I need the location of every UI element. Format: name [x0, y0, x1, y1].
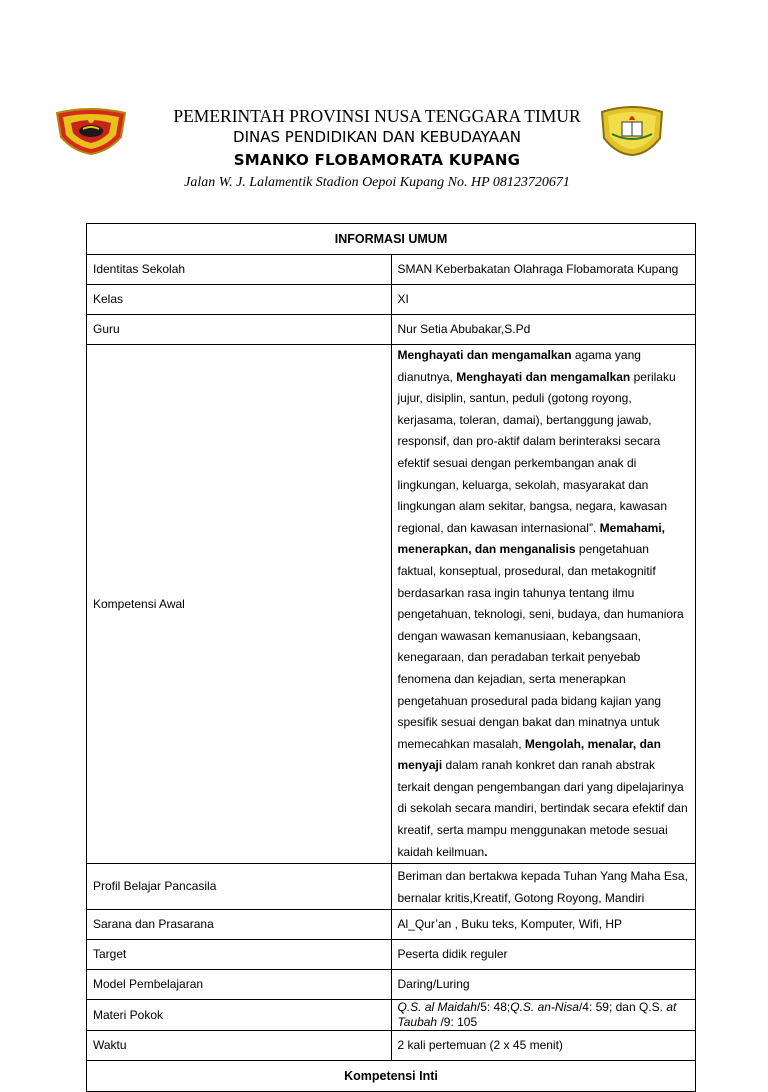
table-footer-row [87, 1061, 696, 1092]
kompetensi-inti-heading: Kompetensi Inti [87, 1061, 696, 1092]
row-label: Sarana dan Prasarana [87, 910, 392, 940]
row-value: 2 kali pertemuan (2 x 45 menit) [391, 1031, 696, 1061]
row-value: SMAN Keberbakatan Olahraga Flobamorata Kupang [391, 255, 696, 285]
table-row [87, 315, 696, 345]
table-row [87, 255, 696, 285]
table-row [87, 345, 696, 864]
table-row [87, 864, 696, 910]
header-government-line: PEMERINTAH PROVINSI NUSA TENGGARA TIMUR [173, 106, 581, 126]
row-label: Target [87, 940, 392, 970]
table-row [87, 285, 696, 315]
header-address: Jalan W. J. Lalamentik Stadion Oepoi Kupang No. HP 08123720671 [184, 175, 570, 190]
emphasis-text: Memahami, menerapkan, dan menganalisis [397, 520, 665, 557]
table-title: INFORMASI UMUM [87, 224, 696, 255]
row-label: Identitas Sekolah [87, 255, 392, 285]
general-info-table [86, 223, 696, 1092]
row-label: Profil Belajar Pancasila [87, 864, 392, 910]
materi-pokok-value [391, 1000, 696, 1031]
surah-name: Q.S. al Maidah [397, 1000, 477, 1015]
row-value: Al_Qur’an , Buku teks, Komputer, Wifi, HP [391, 910, 696, 940]
row-label: Guru [87, 315, 392, 345]
emphasis-text: Menghayati dan mengamalkan [397, 348, 572, 362]
row-label: Kompetensi Awal [87, 345, 392, 864]
kompetensi-awal-text [391, 345, 696, 864]
surah-name: at Taubah [397, 1000, 677, 1030]
header-department-line: DINAS PENDIDIKAN DAN KEBUDAYAAN [233, 128, 521, 146]
body-text: perilaku jujur, disiplin, santun, peduli (gotong royong, kerjasama, toleran, damai), bertanggung jawab, responsif, dan pro-aktif dalam berinteraksi secara efektif sesuai dengan perkembangan anak di lingkungan, keluarga, sekolah, masyarakat dan lingkungan alam sekitar, bangsa, negara, kawasan regional, dan kawasan internasional”. [397, 369, 676, 535]
row-label: Waktu [87, 1031, 392, 1061]
verse-ref: /4: 59; dan Q.S. [578, 1000, 667, 1015]
row-label: Kelas [87, 285, 392, 315]
table-row [87, 970, 696, 1000]
body-text: agama yang dianutnya, [397, 348, 641, 384]
verse-ref: /5: 48; [476, 1000, 511, 1015]
verse-ref: /9: 105 [437, 1015, 478, 1030]
table-row [87, 1031, 696, 1061]
row-value: Daring/Luring [391, 970, 696, 1000]
row-label: Model Pembelajaran [87, 970, 392, 1000]
emphasis-text: . [484, 844, 488, 859]
table-row [87, 1000, 696, 1031]
header-school-name: SMANKO FLOBAMORATA KUPANG [233, 151, 521, 169]
row-value: Beriman dan bertakwa kepada Tuhan Yang Maha Esa, bernalar kritis,Kreatif, Gotong Royong, Mandiri [391, 864, 696, 910]
surah-name: Q.S. an-Nisa [510, 1000, 579, 1015]
row-value: Peserta didik reguler [391, 940, 696, 970]
row-value: XI [391, 285, 696, 315]
emphasis-text: Mengolah, menalar, dan menyaji [397, 736, 661, 773]
row-label: Materi Pokok [87, 1000, 392, 1031]
row-value: Nur Setia Abubakar,S.Pd [391, 315, 696, 345]
table-title-row [87, 224, 696, 255]
body-text: pengetahuan faktual, konseptual, prosedural, dan metakognitif berdasarkan rasa ingin tahunya tentang ilmu pengetahuan, teknologi, seni, budaya, dan humaniora dengan wawasan kemanusiaan, kebangsaan, kenegaraan, dan peradaban terkait penyebab fenomena dan kejadian, serta menerapkan pengetahuan prosedural pada bidang kajian yang spesifik sesuai dengan bakat dan minatnya untuk memecahkan masalah, [397, 542, 684, 751]
table-row [87, 940, 696, 970]
body-text: dalam ranah konkret dan ranah abstrak terkait dengan pengembangan dari yang dipelajarinya di sekolah secara mandiri, bertindak secara efektif dan kreatif, serta mampu menggunakan metode sesuai kaidah keilmuan [397, 758, 688, 859]
table-row [87, 910, 696, 940]
emphasis-text: Menghayati dan mengamalkan [456, 369, 631, 384]
